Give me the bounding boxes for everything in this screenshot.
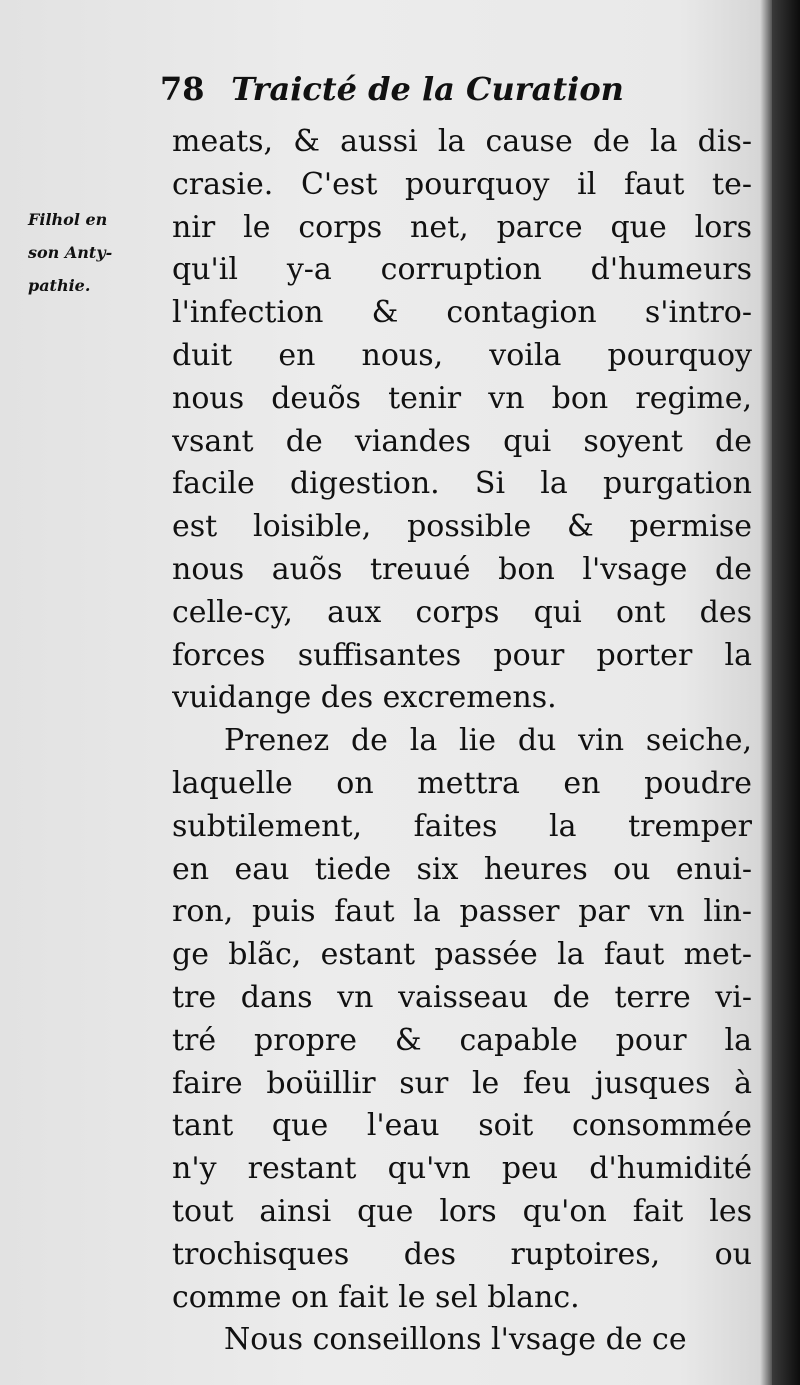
- page-header: [160, 70, 630, 118]
- margin-note-line: Filhol en: [28, 210, 108, 229]
- text-line: nir le corps net, parce que lors: [172, 209, 752, 245]
- text-line: vuidange des excremens.: [172, 680, 557, 716]
- text-line: trochisques des ruptoires, ou: [172, 1236, 752, 1272]
- text-line: celle-cy, aux corps qui ont des: [172, 594, 752, 630]
- text-line: qu'il y-a corruption d'humeurs: [172, 252, 752, 288]
- text-line: n'y restant qu'vn peu d'humidité: [172, 1151, 752, 1187]
- text-line: tre dans vn vaisseau de terre vi-: [172, 979, 752, 1015]
- text-line: en eau tiede six heures ou enui-: [172, 851, 752, 887]
- text-line: tant que l'eau soit consommée: [172, 1108, 752, 1144]
- text-line: vsant de viandes qui soyent de: [172, 423, 752, 459]
- text-line: ge blãc, estant passée la faut met-: [172, 937, 752, 973]
- page-number: 78: [160, 70, 205, 108]
- text-line: nous deuõs tenir vn bon regime,: [172, 380, 752, 416]
- text-line: facile digestion. Si la purgation: [172, 466, 752, 502]
- text-line: Prenez de la lie du vin seiche,: [224, 723, 752, 759]
- text-line: tout ainsi que lors qu'on fait les: [172, 1193, 752, 1229]
- text-line: duit en nous, voila pourquoy: [172, 337, 752, 373]
- text-line: faire boüillir sur le feu jusques à: [172, 1065, 752, 1101]
- text-line: nous auõs treuué bon l'vsage de: [172, 551, 752, 587]
- text-line: ron, puis faut la passer par vn lin-: [172, 894, 752, 930]
- text-line: forces suffisantes pour porter la: [172, 637, 752, 673]
- text-line: crasie. C'est pourquoy il faut te-: [172, 166, 752, 202]
- text-line: meats, & aussi la cause de la dis-: [172, 124, 752, 159]
- text-line: l'infection & contagion s'intro-: [172, 295, 752, 331]
- text-line: tré propre & capable pour la: [172, 1022, 752, 1058]
- text-line: Nous conseillons l'vsage de ce: [224, 1322, 687, 1358]
- text-line: laquelle on mettra en poudre: [172, 765, 752, 801]
- text-line: comme on fait le sel blanc.: [172, 1279, 580, 1315]
- page-edge-shadow: [772, 0, 800, 1385]
- margin-note-line: pathie.: [28, 276, 91, 295]
- margin-note: [28, 203, 158, 302]
- text-line: est loisible, possible & permise: [172, 509, 752, 545]
- running-title: Traicté de la Curation: [231, 70, 624, 108]
- text-line: subtilement, faites la tremper: [172, 808, 752, 844]
- body-text: [172, 121, 752, 1362]
- margin-note-line: son Anty-: [28, 243, 113, 262]
